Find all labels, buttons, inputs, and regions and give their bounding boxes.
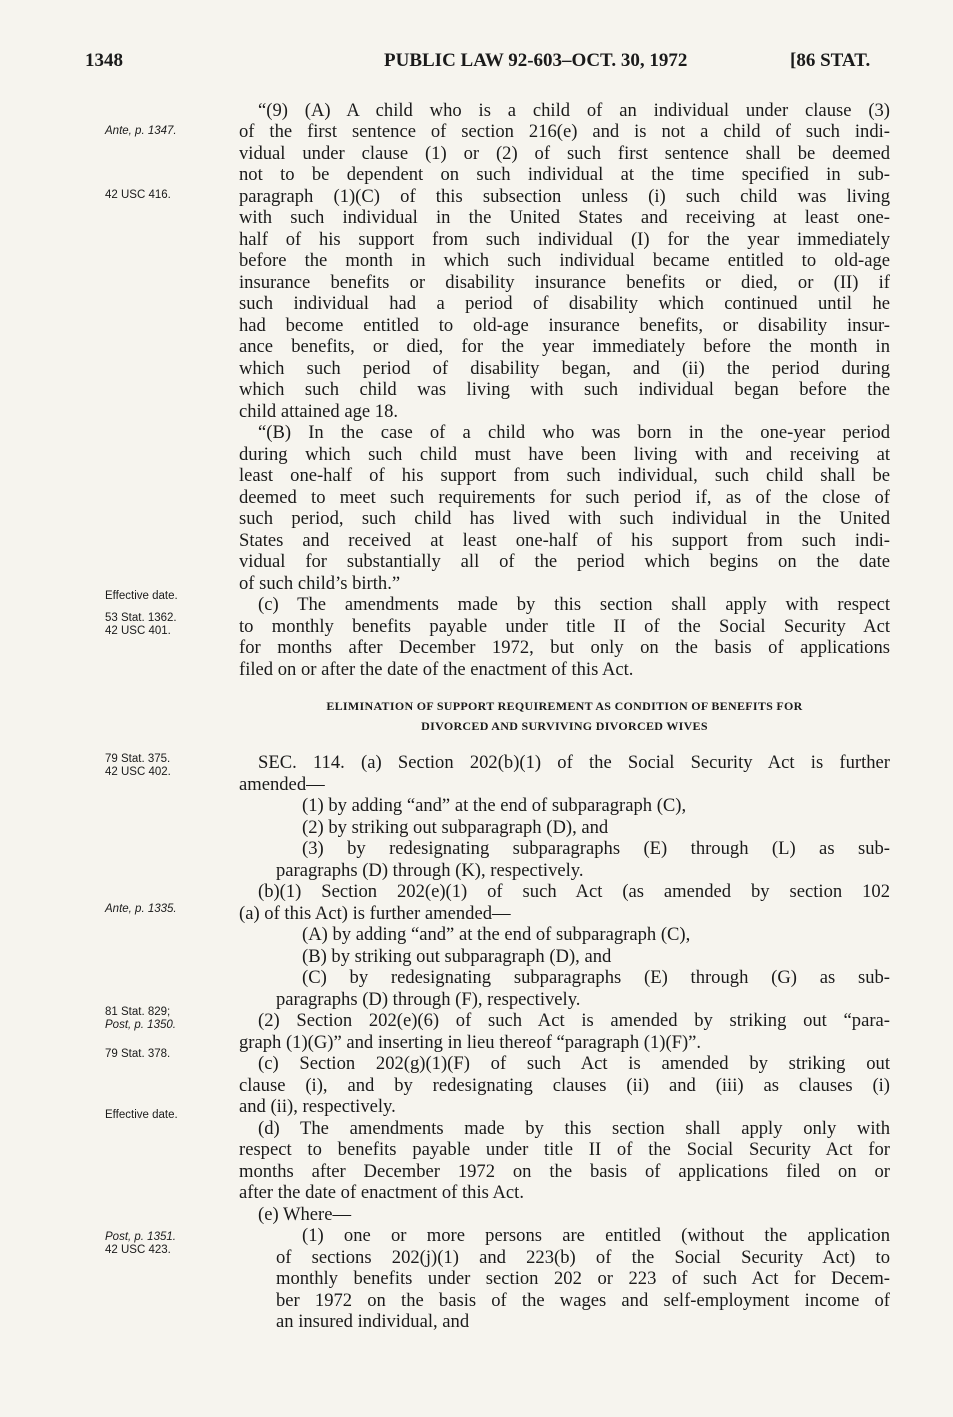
- margin-note: 42 USC 401.: [105, 625, 171, 637]
- margin-note: 81 Stat. 829;: [105, 1006, 171, 1018]
- text-line: vidual under clause (1) or (2) of such first sentence shall be deemed: [239, 143, 890, 164]
- margin-note: 42 USC 416.: [105, 189, 171, 201]
- text-line: filed on or after the date of the enactment of this Act.: [239, 659, 634, 680]
- text-line: respect to benefits payable under title II of the Social Security Act for: [239, 1139, 890, 1160]
- text-line: which such period of disability began, and (ii) the period during: [239, 358, 890, 379]
- text-line: had become entitled to old-age insurance benefits, or disability insur-: [239, 315, 890, 336]
- margin-note: Ante, p. 1347.: [105, 125, 177, 137]
- text-line: child attained age 18.: [239, 401, 399, 422]
- margin-note: 42 USC 402.: [105, 766, 171, 778]
- text-line: (2) by striking out subparagraph (D), and: [302, 817, 609, 838]
- text-line: during which such child must have been living with and receiving at: [239, 444, 890, 465]
- text-line: for months after December 1972, but only on the basis of applications: [239, 637, 890, 658]
- text-line: (1) by adding “and” at the end of subparagraph (C),: [302, 795, 687, 816]
- text-line: monthly benefits under section 202 or 223 of such Act for Decem-: [276, 1268, 890, 1289]
- text-line: paragraph (1)(C) of this subsection unless (i) such child was living: [239, 186, 890, 207]
- margin-note: Post, p. 1350.: [105, 1019, 176, 1031]
- text-line: least one-half of his support from such individual, such child shall be: [239, 465, 890, 486]
- text-line: SEC. 114. (a) Section 202(b)(1) of the Social Security Act is further: [258, 752, 890, 773]
- text-line: of the first sentence of section 216(e) and is not a child of such indi-: [239, 121, 890, 142]
- text-line: insurance benefits or disability insurance benefits or died, or (II) if: [239, 272, 890, 293]
- text-line: ber 1972 on the basis of the wages and self-employment income of: [276, 1290, 890, 1311]
- text-line: before the month in which such individual became entitled to old-age: [239, 250, 890, 271]
- page-header: [0, 50, 953, 80]
- margin-note: 79 Stat. 375.: [105, 753, 171, 765]
- text-line: of such child’s birth.”: [239, 573, 401, 594]
- running-title: PUBLIC LAW 92-603–OCT. 30, 1972: [384, 50, 688, 71]
- text-line: paragraphs (D) through (K), respectively.: [276, 860, 584, 881]
- page-number: 1348: [85, 50, 123, 71]
- text-line: of sections 202(j)(1) and 223(b) of the Social Security Act) to: [276, 1247, 890, 1268]
- section-heading: ELIMINATION OF SUPPORT REQUIREMENT AS CONDITION OF BENEFITS FOR: [326, 699, 803, 713]
- text-line: (3) by redesignating subparagraphs (E) through (L) as sub-: [302, 838, 890, 859]
- text-line: graph (1)(G)” and inserting in lieu thereof “paragraph (1)(F)”.: [239, 1032, 702, 1053]
- text-line: such period, such child has lived with such individual in the United: [239, 508, 890, 529]
- margin-note: 42 USC 423.: [105, 1244, 171, 1256]
- text-line: after the date of enactment of this Act.: [239, 1182, 524, 1203]
- text-line: paragraphs (D) through (F), respectively.: [276, 989, 581, 1010]
- text-line: (b)(1) Section 202(e)(1) of such Act (as amended by section 102: [258, 881, 890, 902]
- text-line: with such individual in the United States and receiving at least one-: [239, 207, 890, 228]
- text-line: to monthly benefits payable under title II of the Social Security Act: [239, 616, 890, 637]
- text-line: amended—: [239, 774, 325, 795]
- text-line: and (ii), respectively.: [239, 1096, 396, 1117]
- text-line: not to be dependent on such individual at the time specified in sub-: [239, 164, 890, 185]
- text-line: (B) by striking out subparagraph (D), and: [302, 946, 612, 967]
- margin-note: Effective date.: [105, 1109, 178, 1121]
- text-line: deemed to meet such requirements for such period if, as of the close of: [239, 487, 890, 508]
- text-line: (e) Where—: [258, 1204, 352, 1225]
- text-line: which such child was living with such individual began before the: [239, 379, 890, 400]
- text-line: (1) one or more persons are entitled (without the application: [302, 1225, 890, 1246]
- margin-note: 53 Stat. 1362.: [105, 612, 177, 624]
- margin-note: Post, p. 1351.: [105, 1231, 176, 1243]
- text-line: (a) of this Act) is further amended—: [239, 903, 511, 924]
- text-line: (2) Section 202(e)(6) of such Act is amended by striking out “para-: [258, 1010, 890, 1031]
- text-line: (A) by adding “and” at the end of subparagraph (C),: [302, 924, 691, 945]
- text-line: “(9) (A) A child who is a child of an individual under clause (3): [258, 100, 890, 121]
- text-line: ance benefits, or died, for the year immediately before the month in: [239, 336, 890, 357]
- text-line: months after December 1972 on the basis of applications filed on or: [239, 1161, 890, 1182]
- text-line: (C) by redesignating subparagraphs (E) through (G) as sub-: [302, 967, 890, 988]
- text-line: (d) The amendments made by this section shall apply only with: [258, 1118, 890, 1139]
- margin-note: Effective date.: [105, 590, 178, 602]
- text-line: “(B) In the case of a child who was born in the one-year period: [258, 422, 890, 443]
- margin-note: Ante, p. 1335.: [105, 903, 177, 915]
- margin-note: 79 Stat. 378.: [105, 1048, 171, 1060]
- text-line: an insured individual, and: [276, 1311, 470, 1332]
- text-line: half of his support from such individual (I) for the year immediately: [239, 229, 890, 250]
- text-line: (c) Section 202(g)(1)(F) of such Act is amended by striking out: [258, 1053, 890, 1074]
- text-line: such individual had a period of disability which continued until he: [239, 293, 890, 314]
- text-line: vidual for substantially all of the period which begins on the date: [239, 551, 890, 572]
- text-line: States and received at least one-half of his support from such indi-: [239, 530, 890, 551]
- text-line: clause (i), and by redesignating clauses (ii) and (iii) as clauses (i): [239, 1075, 890, 1096]
- section-heading: DIVORCED AND SURVIVING DIVORCED WIVES: [421, 719, 708, 733]
- statute-volume: [86 STAT.: [790, 50, 871, 71]
- text-line: (c) The amendments made by this section shall apply with respect: [258, 594, 890, 615]
